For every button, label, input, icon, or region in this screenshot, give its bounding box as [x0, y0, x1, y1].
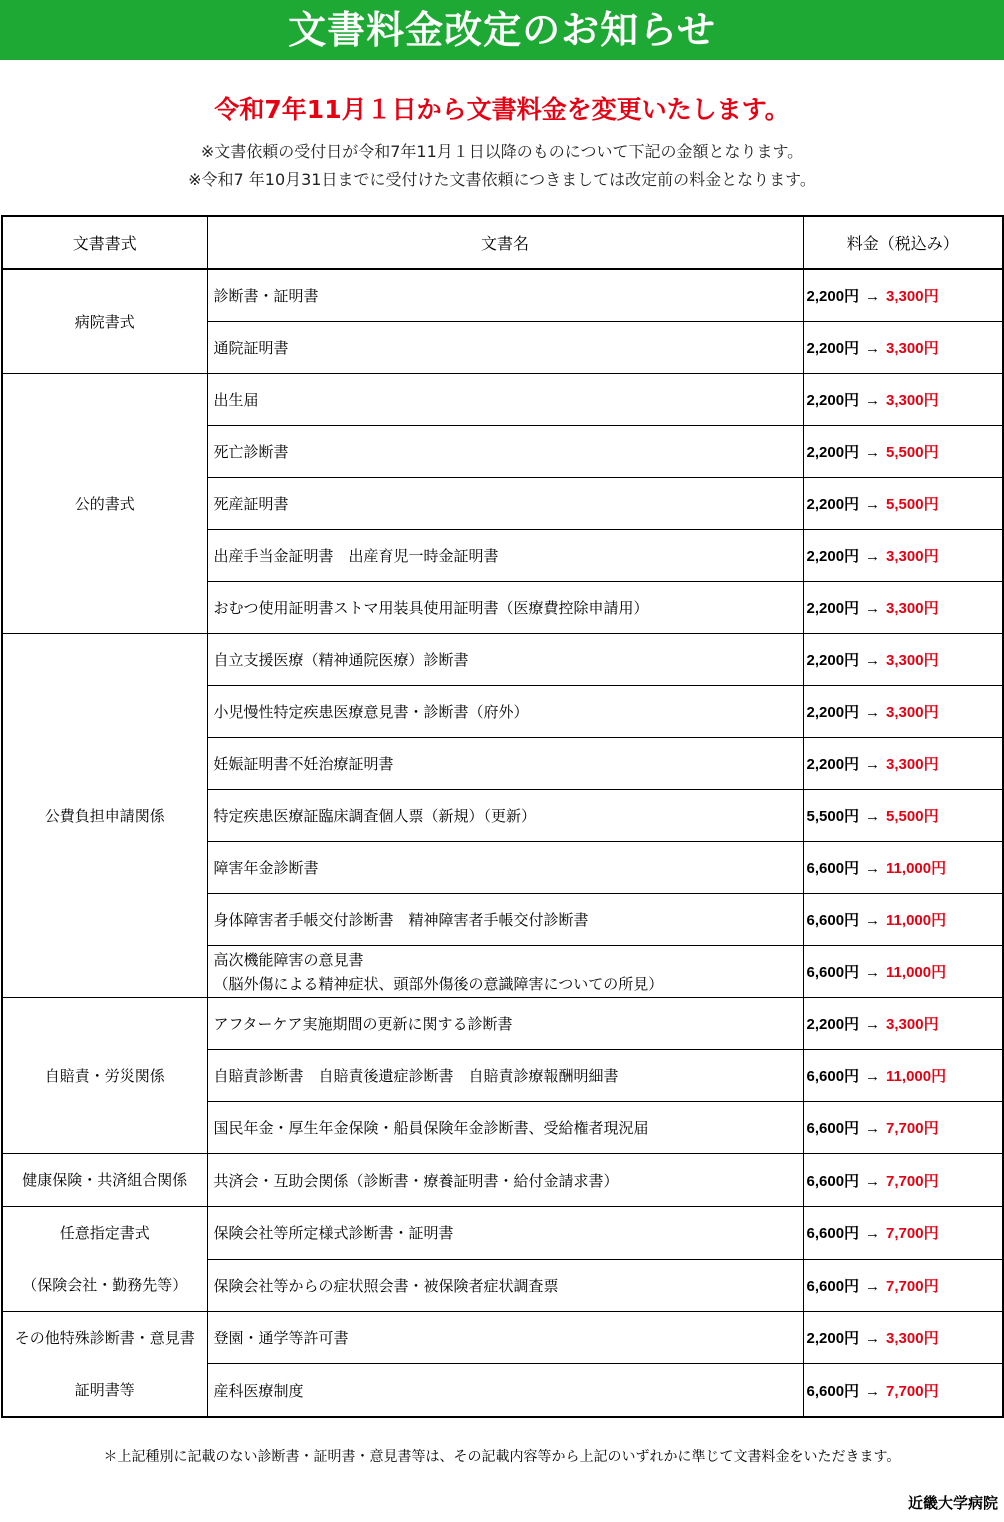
- category-cell: [2, 1207, 207, 1312]
- category-label: 自賠責・労災関係: [44, 1066, 165, 1085]
- document-name-cell: [207, 374, 803, 426]
- old-fee: 6,600円: [806, 964, 860, 981]
- old-fee: 2,200円: [806, 548, 860, 565]
- new-fee: 3,300円: [886, 548, 939, 565]
- hospital-name: 近畿大学病院: [907, 1494, 998, 1512]
- category-cell: [2, 998, 207, 1154]
- right-arrow-icon: →: [865, 912, 881, 929]
- document-name-cell: [207, 946, 803, 998]
- right-arrow-icon: →: [865, 1225, 881, 1243]
- fee-cell: [803, 998, 1003, 1050]
- document-name-cell: [207, 269, 803, 322]
- header-fee: 料金（税込み）: [803, 216, 1003, 269]
- new-fee: 5,500円: [886, 444, 939, 461]
- document-name: おむつ使用証明書ストマ用装具使用証明書（医療費控除申請用）: [213, 599, 649, 617]
- title-banner: [0, 0, 1004, 60]
- new-fee: 7,700円: [886, 1382, 939, 1400]
- category-label: 公的書式: [74, 494, 135, 513]
- new-fee: 7,700円: [886, 1225, 939, 1243]
- document-name: 身体障害者手帳交付診断書 精神障害者手帳交付診断書: [213, 911, 589, 929]
- document-name: 保険会社等所定様式診断書・証明書: [213, 1224, 454, 1243]
- header-category: 文書書式: [2, 216, 207, 269]
- document-name-cell: [207, 1259, 803, 1312]
- old-fee: 5,500円: [806, 808, 860, 825]
- old-fee: 6,600円: [806, 912, 860, 929]
- new-fee: 3,300円: [886, 1330, 939, 1348]
- document-name: 産科医療制度: [213, 1381, 304, 1400]
- announcement-headline: 令和7年11月１日から文書料金を変更いたします。: [214, 95, 790, 124]
- right-arrow-icon: →: [865, 1068, 881, 1085]
- fee-cell: [803, 1207, 1003, 1260]
- fee-cell: [803, 738, 1003, 790]
- fee-cell: [803, 269, 1003, 322]
- table-row: [2, 269, 1003, 322]
- new-fee: 11,000円: [886, 860, 947, 877]
- right-arrow-icon: →: [865, 600, 881, 617]
- document-name: 自立支援医療（精神通院医療）診断書: [213, 651, 469, 669]
- category-label: （保険会社・勤務先等）: [22, 1276, 188, 1294]
- old-fee: 2,200円: [806, 600, 860, 617]
- category-cell: [2, 1312, 207, 1418]
- right-arrow-icon: →: [865, 1016, 881, 1033]
- new-fee: 3,300円: [886, 1016, 939, 1033]
- document-name-cell: [207, 582, 803, 634]
- fee-cell: [803, 582, 1003, 634]
- right-arrow-icon: →: [865, 1172, 881, 1190]
- document-name-cell: [207, 894, 803, 946]
- fee-cell: [803, 1312, 1003, 1364]
- right-arrow-icon: →: [865, 964, 881, 981]
- fee-table-body: [2, 269, 1003, 1417]
- fee-cell: [803, 686, 1003, 738]
- document-name-cell: [207, 426, 803, 478]
- fee-cell: [803, 1364, 1003, 1417]
- new-fee: 7,700円: [886, 1120, 939, 1137]
- fee-cell: [803, 426, 1003, 478]
- new-fee: 5,500円: [886, 496, 939, 513]
- new-fee: 3,300円: [886, 704, 939, 721]
- category-label: 公費負担申請関係: [44, 806, 165, 825]
- right-arrow-icon: →: [865, 1330, 881, 1348]
- document-name: 通院証明書: [213, 339, 289, 357]
- category-label: 証明書等: [74, 1381, 135, 1399]
- new-fee: 11,000円: [886, 1068, 947, 1085]
- old-fee: 6,600円: [806, 1277, 860, 1295]
- table-header-row: [2, 216, 1003, 269]
- document-name: 死亡診断書: [213, 443, 289, 461]
- document-name: 保険会社等からの症状照会書・被保険者症状調査票: [213, 1276, 559, 1295]
- right-arrow-icon: →: [865, 496, 881, 513]
- document-name-cell: [207, 478, 803, 530]
- right-arrow-icon: →: [865, 860, 881, 877]
- fee-cell: [803, 634, 1003, 686]
- old-fee: 2,200円: [806, 444, 860, 461]
- table-row: [2, 1207, 1003, 1260]
- fee-cell: [803, 1259, 1003, 1312]
- document-name-cell: [207, 842, 803, 894]
- document-name: 死産証明書: [213, 495, 289, 513]
- new-fee: 11,000円: [886, 912, 947, 929]
- document-name-cell: [207, 1364, 803, 1417]
- category-cell: [2, 269, 207, 374]
- note-line-2: ※令和7 年10月31日までに受付けた文書依頼につきましては改定前の料金となります。: [188, 170, 816, 189]
- old-fee: 2,200円: [806, 288, 860, 305]
- note-line-1: ※文書依頼の受付日が令和7年11月１日以降のものについて下記の金額となります。: [200, 142, 804, 161]
- new-fee: 3,300円: [886, 600, 939, 617]
- new-fee: 3,300円: [886, 340, 939, 357]
- document-name-cell: [207, 1102, 803, 1154]
- old-fee: 2,200円: [806, 392, 860, 409]
- document-name: （脳外傷による精神症状、頭部外傷後の意識障害についての所見）: [213, 974, 664, 993]
- old-fee: 6,600円: [806, 1172, 860, 1190]
- document-name: 共済会・互助会関係（診断書・療養証明書・給付金請求書）: [213, 1171, 619, 1190]
- new-fee: 3,300円: [886, 392, 939, 409]
- table-row: [2, 1154, 1003, 1207]
- right-arrow-icon: →: [865, 392, 881, 409]
- right-arrow-icon: →: [865, 1120, 881, 1137]
- document-name: 国民年金・厚生年金保険・船員保険年金診断書、受給権者現況届: [213, 1119, 649, 1137]
- document-name: 出産手当金証明書 出産育児一時金証明書: [213, 547, 499, 565]
- fee-cell: [803, 478, 1003, 530]
- category-cell: [2, 634, 207, 998]
- right-arrow-icon: →: [865, 548, 881, 565]
- table-row: [2, 998, 1003, 1050]
- header-document-name: 文書名: [207, 216, 803, 269]
- old-fee: 2,200円: [806, 496, 860, 513]
- document-name-cell: [207, 1154, 803, 1207]
- fee-cell: [803, 790, 1003, 842]
- fee-cell: [803, 894, 1003, 946]
- old-fee: 6,600円: [806, 1120, 860, 1137]
- document-name-cell: [207, 1050, 803, 1102]
- document-name-cell: [207, 738, 803, 790]
- new-fee: 3,300円: [886, 288, 939, 305]
- right-arrow-icon: →: [865, 704, 881, 721]
- document-name: 特定疾患医療証臨床調査個人票（新規）（更新）: [213, 807, 537, 825]
- category-cell: [2, 1154, 207, 1207]
- right-arrow-icon: →: [865, 340, 881, 357]
- document-name-cell: [207, 998, 803, 1050]
- category-label: その他特殊診断書・意見書: [14, 1329, 195, 1347]
- table-row: [2, 374, 1003, 426]
- page-title: 文書料金改定のお知らせ: [288, 8, 716, 52]
- old-fee: 2,200円: [806, 1330, 860, 1348]
- old-fee: 6,600円: [806, 1225, 860, 1243]
- document-name-cell: [207, 322, 803, 374]
- old-fee: 6,600円: [806, 860, 860, 877]
- category-label: 健康保険・共済組合関係: [22, 1171, 188, 1189]
- new-fee: 5,500円: [886, 808, 939, 825]
- document-name: 登園・通学等許可書: [213, 1329, 349, 1348]
- document-name-cell: [207, 530, 803, 582]
- fee-cell: [803, 1050, 1003, 1102]
- fee-cell: [803, 842, 1003, 894]
- table-row: [2, 634, 1003, 686]
- category-cell: [2, 374, 207, 634]
- old-fee: 2,200円: [806, 340, 860, 357]
- document-name: 出生届: [213, 391, 259, 409]
- document-name: 高次機能障害の意見書: [213, 950, 364, 969]
- fee-table: [1, 215, 1004, 1418]
- fee-cell: [803, 946, 1003, 998]
- fee-cell: [803, 322, 1003, 374]
- fee-cell: [803, 1102, 1003, 1154]
- old-fee: 2,200円: [806, 756, 860, 773]
- document-name-cell: [207, 686, 803, 738]
- fee-cell: [803, 530, 1003, 582]
- new-fee: 7,700円: [886, 1172, 939, 1190]
- footer-note: ＊上記種別に記載のない診断書・証明書・意見書等は、その記載内容等から上記のいずれかに準じて文書料金をいただきます。: [103, 1449, 901, 1465]
- new-fee: 3,300円: [886, 652, 939, 669]
- document-name-cell: [207, 1312, 803, 1364]
- fee-cell: [803, 1154, 1003, 1207]
- document-name-cell: [207, 634, 803, 686]
- document-name: 障害年金診断書: [213, 859, 319, 877]
- right-arrow-icon: →: [865, 808, 881, 825]
- old-fee: 2,200円: [806, 1016, 860, 1033]
- document-name: 小児慢性特定疾患医療意見書・診断書（府外）: [213, 703, 529, 721]
- right-arrow-icon: →: [865, 1382, 881, 1400]
- right-arrow-icon: →: [865, 288, 881, 305]
- category-label: 病院書式: [74, 312, 135, 331]
- table-row: [2, 1312, 1003, 1364]
- new-fee: 7,700円: [886, 1277, 939, 1295]
- right-arrow-icon: →: [865, 652, 881, 669]
- old-fee: 2,200円: [806, 704, 860, 721]
- right-arrow-icon: →: [865, 756, 881, 773]
- right-arrow-icon: →: [865, 444, 881, 461]
- document-name: アフターケア実施期間の更新に関する診断書: [213, 1015, 513, 1033]
- document-name: 自賠責診断書 自賠責後遺症診断書 自賠責診療報酬明細書: [213, 1067, 619, 1085]
- fee-cell: [803, 374, 1003, 426]
- category-label: 任意指定書式: [59, 1224, 150, 1242]
- new-fee: 3,300円: [886, 756, 939, 773]
- document-name: 診断書・証明書: [213, 287, 319, 305]
- old-fee: 6,600円: [806, 1068, 860, 1085]
- old-fee: 6,600円: [806, 1382, 860, 1400]
- document-name: 妊娠証明書不妊治療証明書: [213, 755, 394, 773]
- old-fee: 2,200円: [806, 652, 860, 669]
- document-name-cell: [207, 790, 803, 842]
- document-name-cell: [207, 1207, 803, 1260]
- right-arrow-icon: →: [865, 1277, 881, 1295]
- new-fee: 11,000円: [886, 964, 947, 981]
